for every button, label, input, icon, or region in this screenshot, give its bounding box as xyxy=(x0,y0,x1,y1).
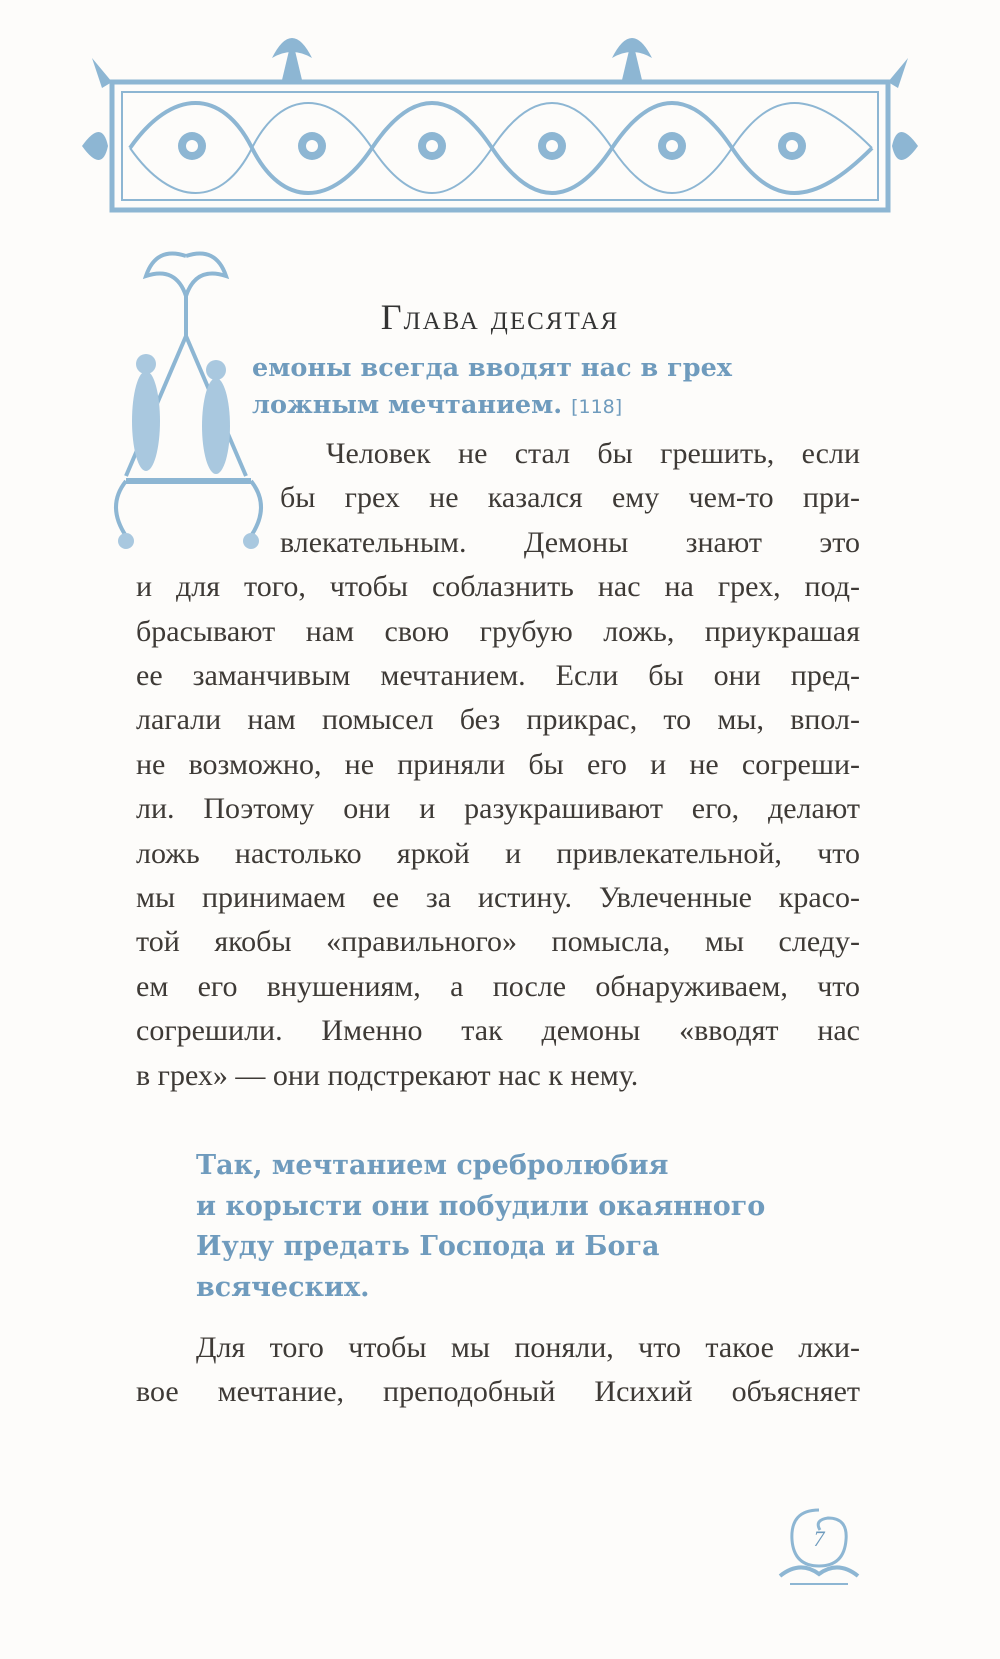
quote-line: и корысти они побудили окаянного xyxy=(196,1190,766,1222)
quote-line: всяческих. xyxy=(196,1271,370,1303)
quote-line: Иуду предать Господа и Бога xyxy=(196,1231,660,1262)
paragraph-1-line: согрешили. Именно так демоны «вводят нас xyxy=(136,1014,860,1048)
paragraph-1-line: влекательным. Демоны знают это xyxy=(280,525,860,559)
chapter-title: Глава десятая xyxy=(380,297,620,337)
paragraph-2-line: Для того чтобы мы поняли, что такое лжи- xyxy=(196,1331,860,1364)
paragraph-1-line: бы грех не казался ему чем-то при- xyxy=(280,481,860,515)
paragraph-1-line: ее заманчивым мечтанием. Если бы они пред- xyxy=(136,659,860,693)
paragraph-1-line: той якобы «правильного» помысла, мы следу- xyxy=(136,925,860,959)
subtitle-line-1: емоны всегда вводят нас в грех xyxy=(252,353,733,383)
paragraph-1 xyxy=(136,432,860,1098)
paragraph-1-line: ли. Поэтому они и разукрашивают его, делают xyxy=(136,792,860,826)
paragraph-1-line: ложь настолько яркой и привлекательной, что xyxy=(136,836,860,870)
paragraph-1-line: ем его внушениям, а после обнаруживаем, что xyxy=(136,969,860,1003)
paragraph-1-line: не возможно, не приняли бы его и не согреши- xyxy=(136,747,860,781)
paragraph-1-line: брасывают нам свою грубую ложь, приукрашая xyxy=(136,614,860,648)
chapter-subtitle xyxy=(252,350,812,426)
paragraph-1-line: и для того, чтобы соблазнить нас на грех, под- xyxy=(136,570,860,604)
quote-line: Так, мечтанием сребролюбия xyxy=(196,1150,669,1181)
paragraph-1-line: лагали нам помысел без прикрас, то мы, впол- xyxy=(136,703,860,737)
subtitle-line-2: ложным мечтанием. xyxy=(252,390,563,420)
paragraph-1-line: мы принимаем ее за истину. Увлеченные красо- xyxy=(136,881,860,915)
paragraph-2-line: вое мечтание, преподобный Исихий объясняет xyxy=(136,1375,860,1409)
page-number: 7 xyxy=(813,1526,825,1551)
paragraph-1-line: Человек не стал бы грешить, если xyxy=(326,437,860,470)
highlighted-quote xyxy=(196,1146,816,1308)
reference-number: [118] xyxy=(571,396,623,418)
paragraph-1-line: в грех» — они подстрекают нас к нему. xyxy=(136,1058,639,1092)
paragraph-2 xyxy=(136,1326,860,1415)
ornamental-headpiece xyxy=(82,18,918,218)
